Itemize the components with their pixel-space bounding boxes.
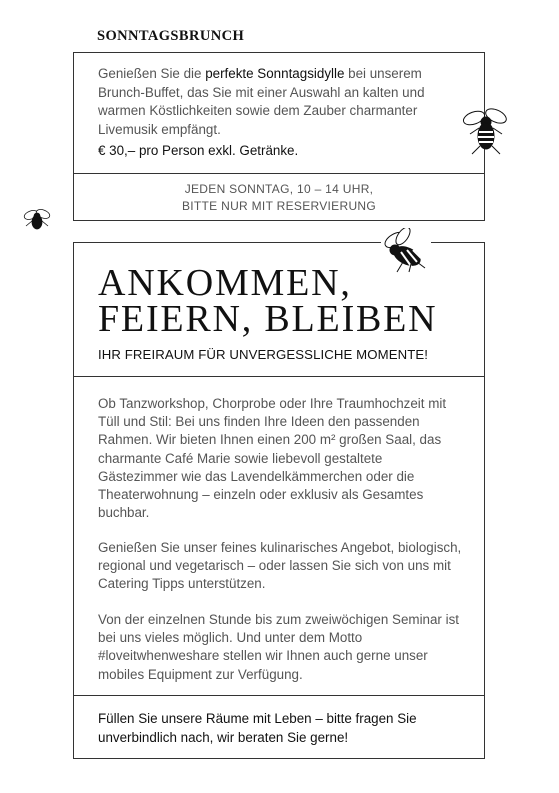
brunch-title: SONNTAGSBRUNCH	[97, 28, 245, 44]
brunch-desc-highlight: perfekte Sonntagsidylle	[205, 66, 345, 81]
headline-line-2: FEIERN, BLEIBEN	[98, 298, 438, 340]
brunch-description	[98, 65, 468, 139]
brunch-price: € 30,– pro Person exkl. Getränke.	[98, 143, 299, 158]
paragraph: Von der einzelnen Stunde bis zum zweiwöchigen Seminar ist bei uns vieles möglich. Und unter dem Motto #loveitwhenweshare stellen wir Ihnen auch gerne unser mobiles Equipment zur Verfügung.	[98, 612, 460, 682]
brunch-info-box	[73, 52, 485, 221]
schedule-line-2: BITTE NUR MIT RESERVIERUNG	[181, 199, 377, 213]
bee-icon	[23, 208, 51, 234]
call-to-action: Füllen Sie unsere Räume mit Leben – bitte fragen Sie unverbindlich nach, wir beraten Sie gerne!	[98, 711, 417, 745]
bee-icon	[462, 106, 510, 158]
bee-icon	[381, 228, 431, 274]
brunch-desc-text-2: bei unserem Brunch-Buffet, das Sie mit einer Auswahl an kalten und warmen Köstlichkeiten sowie dem Zauber charmanter Livemusik empfängt.	[98, 66, 425, 137]
divider	[74, 376, 484, 377]
page-headline	[98, 262, 438, 340]
paragraph: Ob Tanzworkshop, Chorprobe oder Ihre Traumhochzeit mit Tüll und Stil: Bei uns finden Ihre Ideen den passenden Rahmen. Wir bieten Ihnen einen 200 m² großen Saal, das charmante Café Marie sowie liebevoll gestaltete Gästezimmer wie das Lavendelkämmerchen oder die Theaterwohnung – einzeln oder exklusiv als Gesamtes buchbar.	[98, 396, 447, 521]
headline-line-1: ANKOMMEN,	[98, 262, 352, 304]
paragraph: Genießen Sie unser feines kulinarisches Angebot, biologisch, regional und vegetarisch – oder lassen Sie sich von uns mit Catering Tipps unterstützen.	[98, 540, 462, 592]
brunch-desc-text: Genießen Sie die	[98, 66, 206, 81]
venue-info-box	[73, 242, 485, 759]
schedule-line-1: JEDEN SONNTAG, 10 – 14 UHR,	[184, 182, 374, 196]
subheadline: IHR FREIRAUM FÜR UNVERGESSLICHE MOMENTE!	[98, 347, 429, 362]
divider	[74, 695, 484, 696]
brunch-schedule	[74, 181, 484, 215]
divider	[74, 173, 484, 174]
